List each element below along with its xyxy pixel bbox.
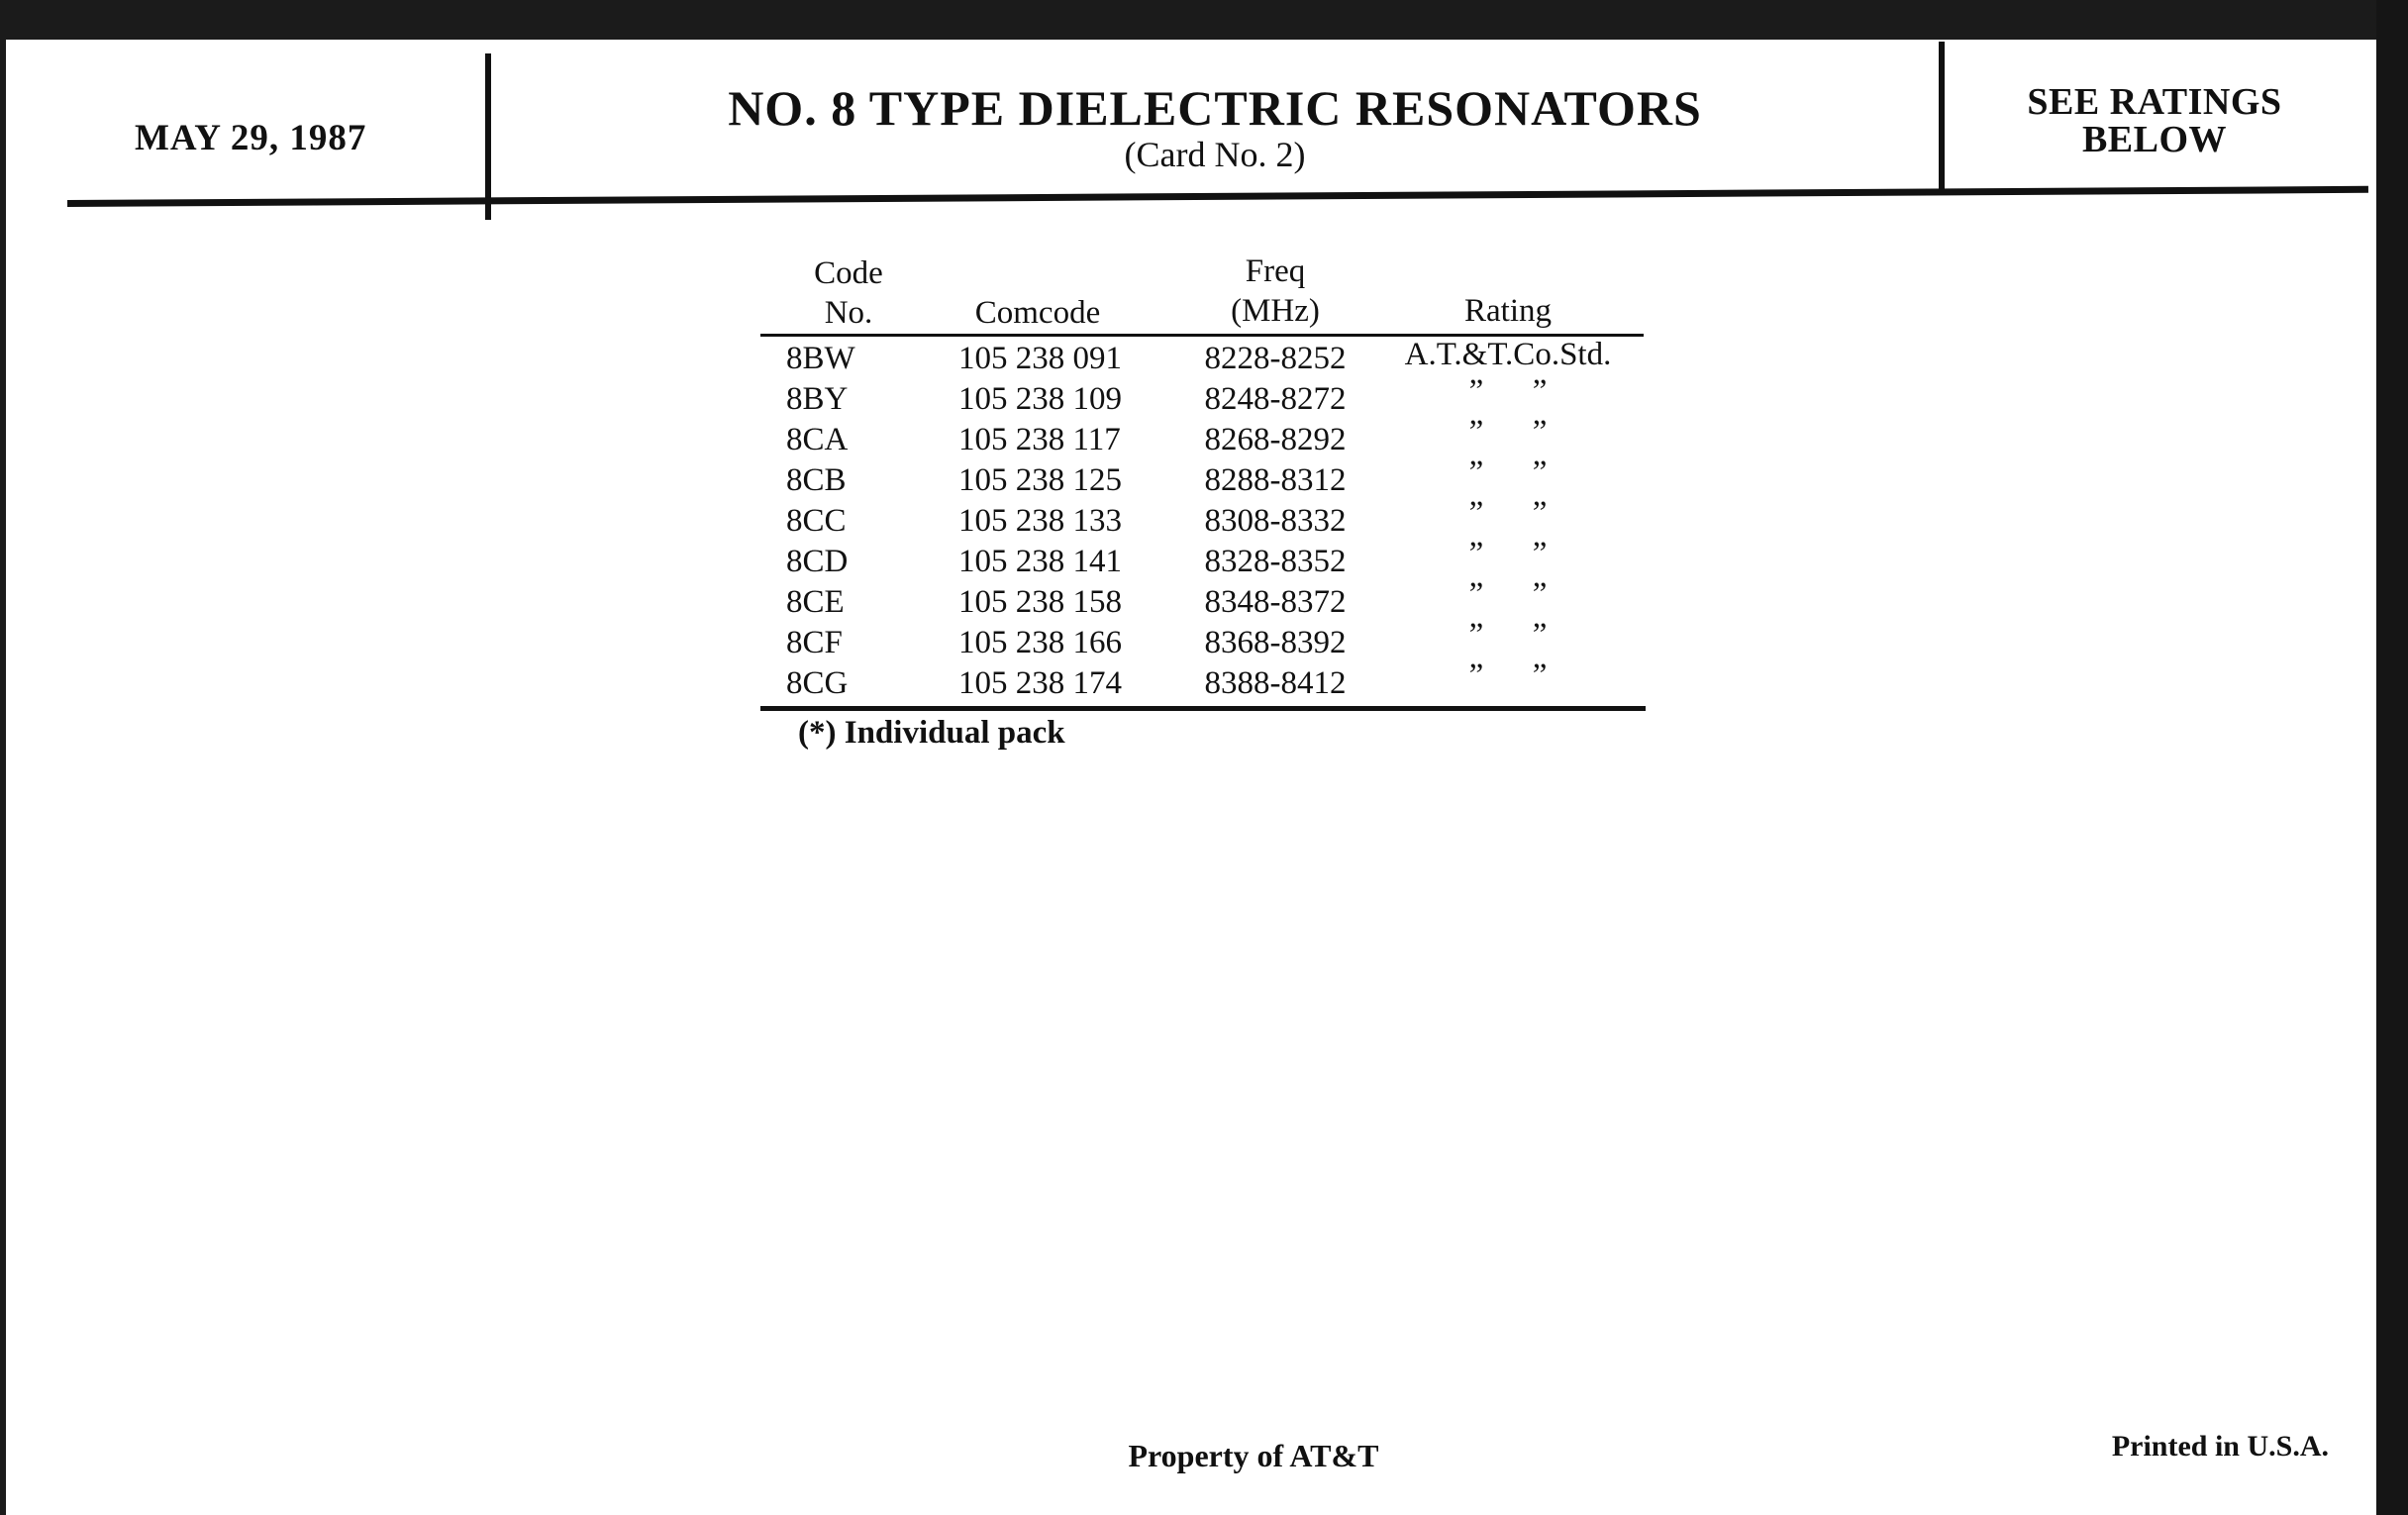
cell-rating-ditto: ” ” <box>1468 454 1548 490</box>
catalog-card <box>6 40 2376 1515</box>
cell-comcode: 105 238 158 <box>958 584 1122 620</box>
cell-freq: 8308-8332 <box>1204 503 1347 539</box>
cell-code: 8CG <box>786 665 849 701</box>
col-header-freq-line2: (MHz) <box>1231 293 1320 329</box>
ratings-note-line2: BELOW <box>2081 119 2228 160</box>
cell-code: 8CF <box>786 625 843 660</box>
col-header-rating: Rating <box>1464 293 1552 329</box>
cell-rating-ditto: ” ” <box>1468 414 1548 450</box>
table-row <box>760 657 1650 704</box>
col-header-freq-line1: Freq <box>1245 253 1306 289</box>
cell-rating-ditto: ” ” <box>1468 657 1548 693</box>
header-rule <box>67 186 2368 207</box>
cell-rating-ditto: ” ” <box>1468 373 1548 409</box>
cell-freq: 8288-8312 <box>1204 462 1347 498</box>
cell-rating: A.T.&T.Co.Std. <box>1404 337 1612 372</box>
cell-freq: 8328-8352 <box>1204 544 1347 579</box>
card-title: NO. 8 TYPE DIELECTRIC RESONATORS <box>728 80 1702 136</box>
cell-freq: 8368-8392 <box>1204 625 1347 660</box>
cell-comcode: 105 238 109 <box>958 381 1122 417</box>
cell-freq: 8248-8272 <box>1204 381 1347 417</box>
col-header-code-line1: Code <box>814 255 883 291</box>
cell-comcode: 105 238 091 <box>958 341 1122 376</box>
col-header-code-line2: No. <box>824 295 873 331</box>
cell-code: 8CA <box>786 422 849 457</box>
cell-comcode: 105 238 166 <box>958 625 1122 660</box>
cell-code: 8CB <box>786 462 847 498</box>
cell-comcode: 105 238 174 <box>958 665 1122 701</box>
header-divider-right <box>1939 42 1945 190</box>
cell-code: 8CC <box>786 503 847 539</box>
scan-border-right <box>2376 0 2408 1515</box>
col-header-freq <box>1186 252 1364 331</box>
table-footnote: (*) Individual pack <box>798 715 1065 751</box>
cell-code: 8BW <box>786 341 855 376</box>
cell-code: 8BY <box>786 381 849 417</box>
cell-rating-ditto: ” ” <box>1468 536 1548 571</box>
cell-comcode: 105 238 125 <box>958 462 1122 498</box>
cell-freq: 8268-8292 <box>1204 422 1347 457</box>
cell-rating-ditto: ” ” <box>1468 617 1548 653</box>
cell-freq: 8348-8372 <box>1204 584 1347 620</box>
cell-rating-ditto: ” ” <box>1468 576 1548 612</box>
cell-code: 8CD <box>786 544 849 579</box>
cell-freq: 8228-8252 <box>1204 341 1347 376</box>
issue-date: MAY 29, 1987 <box>135 118 367 158</box>
cell-comcode: 105 238 133 <box>958 503 1122 539</box>
col-header-code <box>760 253 937 333</box>
cell-comcode: 105 238 141 <box>958 544 1122 579</box>
col-header-comcode: Comcode <box>974 295 1101 331</box>
cell-freq: 8388-8412 <box>1204 665 1347 701</box>
cell-comcode: 105 238 117 <box>958 422 1121 457</box>
card-subtitle: (Card No. 2) <box>1124 135 1306 174</box>
table-footer-rule <box>760 706 1646 711</box>
printed-in-notice: Printed in U.S.A. <box>2111 1430 2329 1463</box>
ratings-note <box>1947 83 2362 158</box>
property-notice: Property of AT&T <box>1128 1438 1379 1473</box>
cell-code: 8CE <box>786 584 845 620</box>
ratings-note-line1: SEE RATINGS <box>2027 81 2282 123</box>
cell-rating-ditto: ” ” <box>1468 495 1548 531</box>
